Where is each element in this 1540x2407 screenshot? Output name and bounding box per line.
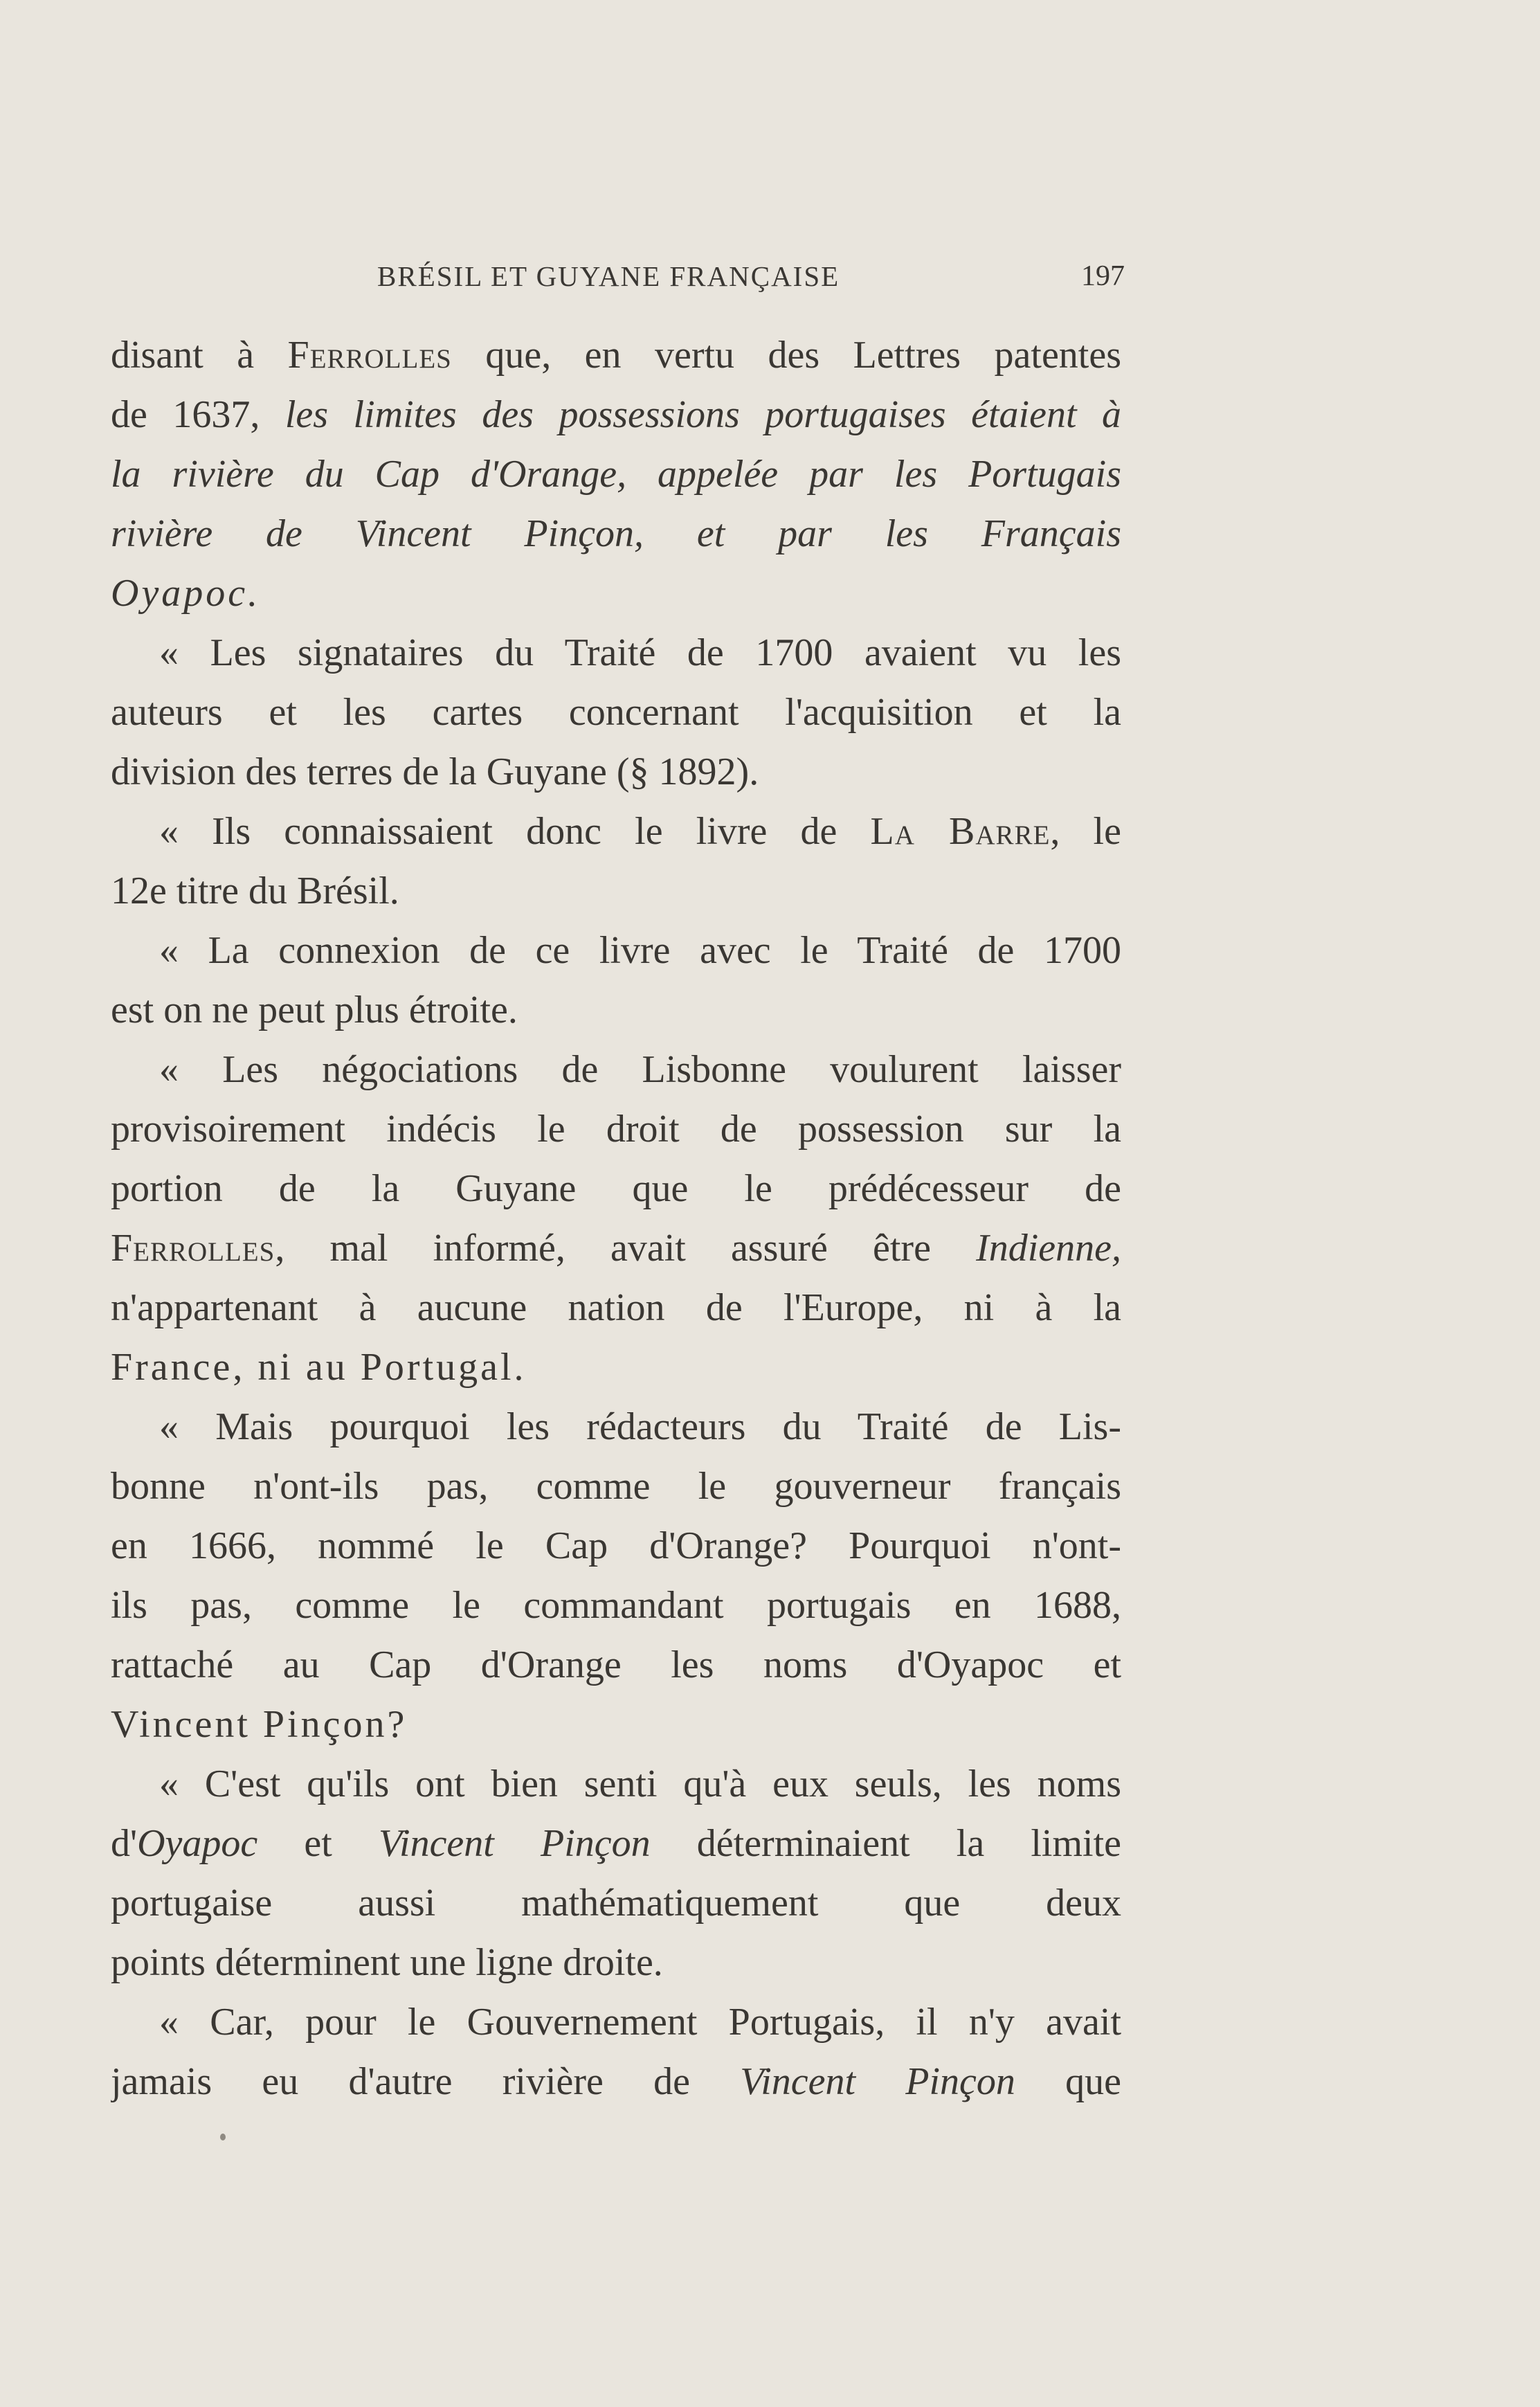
text-run: jamais eu d'autre rivière de: [111, 2060, 741, 2103]
text-line: « Les signataires du Traité de 1700 avaient vu les: [159, 631, 1121, 674]
text-line: « Car, pour le Gouvernement Portugais, il n'y avait: [159, 2001, 1121, 2044]
text-run: et: [257, 1822, 379, 1865]
italic-text: Vincent Pinçon: [378, 1822, 651, 1865]
text-line: [111, 325, 1121, 385]
body-text: [111, 325, 1121, 2111]
text-line: points déterminent une ligne droite.: [111, 1941, 663, 1984]
text-line: France, ni au Portugal.: [111, 1346, 527, 1389]
text-run: de 1637,: [111, 393, 285, 436]
text-run: déterminaient la limite: [650, 1822, 1121, 1865]
text-line: [111, 1814, 1121, 1873]
person-name: La Barre: [870, 810, 1051, 853]
text-line: « Mais pourquoi les rédacteurs du Traité de Lis-: [159, 1405, 1121, 1448]
text-line: « Les négociations de Lisbonne voulurent laisser: [159, 1048, 1121, 1091]
text-run: , le: [1050, 810, 1121, 853]
text-line: bonne n'ont-ils pas, comme le gouverneur français: [111, 1465, 1121, 1508]
text-line: [111, 385, 1121, 444]
text-line: en 1666, nommé le Cap d'Orange? Pourquoi n'ont-: [111, 1524, 1121, 1567]
text-line: provisoirement indécis le droit de possession sur la: [111, 1108, 1121, 1151]
text-line: portugaise aussi mathématiquement que deux: [111, 1882, 1121, 1924]
text-line: Oyapoc.: [111, 572, 261, 615]
text-run: « Ils connaissaient donc le livre de: [159, 810, 871, 853]
text-line: ils pas, comme le commandant portugais en 1688,: [111, 1584, 1121, 1627]
text-line: [111, 802, 1121, 861]
text-run: , mal informé, avait assuré être: [275, 1227, 977, 1270]
text-line: 12e titre du Brésil.: [111, 869, 399, 912]
text-line: division des terres de la Guyane (§ 1892).: [111, 750, 759, 793]
text-line: auteurs et les cartes concernant l'acquisition et la: [111, 691, 1121, 734]
ink-speck: [220, 2134, 226, 2140]
text-line: n'appartenant à aucune nation de l'Europe, ni à la: [111, 1286, 1121, 1329]
text-line: rattaché au Cap d'Orange les noms d'Oyapoc et: [111, 1643, 1121, 1686]
text-line: rivière de Vincent Pinçon, et par les Français: [111, 512, 1121, 555]
text-line: portion de la Guyane que le prédécesseur de: [111, 1167, 1121, 1210]
running-title: BRÉSIL ET GUYANE FRANÇAISE: [377, 260, 840, 292]
text-line: « C'est qu'ils ont bien senti qu'à eux seuls, les noms: [159, 1763, 1121, 1805]
text-line: [111, 1218, 1121, 1278]
person-name: Ferrolles: [287, 334, 452, 377]
italic-text: Vincent Pinçon: [740, 2060, 1015, 2103]
text-line: « La connexion de ce livre avec le Traité de 1700: [159, 929, 1121, 972]
text-run: d': [111, 1822, 138, 1865]
person-name: Ferrolles: [111, 1227, 275, 1270]
text-line: la rivière du Cap d'Orange, appelée par les Portugais: [111, 453, 1121, 496]
italic-text: Oyapoc: [137, 1822, 258, 1865]
text-line: Vincent Pinçon?: [111, 1703, 408, 1746]
text-run: disant à: [111, 334, 288, 377]
text-line: est on ne peut plus étroite.: [111, 989, 518, 1031]
text-run: que: [1015, 2060, 1121, 2103]
text-line: [111, 2052, 1121, 2111]
text-run: que, en vertu des Lettres patentes: [451, 334, 1121, 377]
running-head: [377, 260, 1125, 301]
page-number: 197: [1081, 260, 1125, 292]
italic-text: les limites des possessions portugaises étaient à: [284, 393, 1121, 436]
italic-text: Indienne,: [976, 1227, 1121, 1270]
